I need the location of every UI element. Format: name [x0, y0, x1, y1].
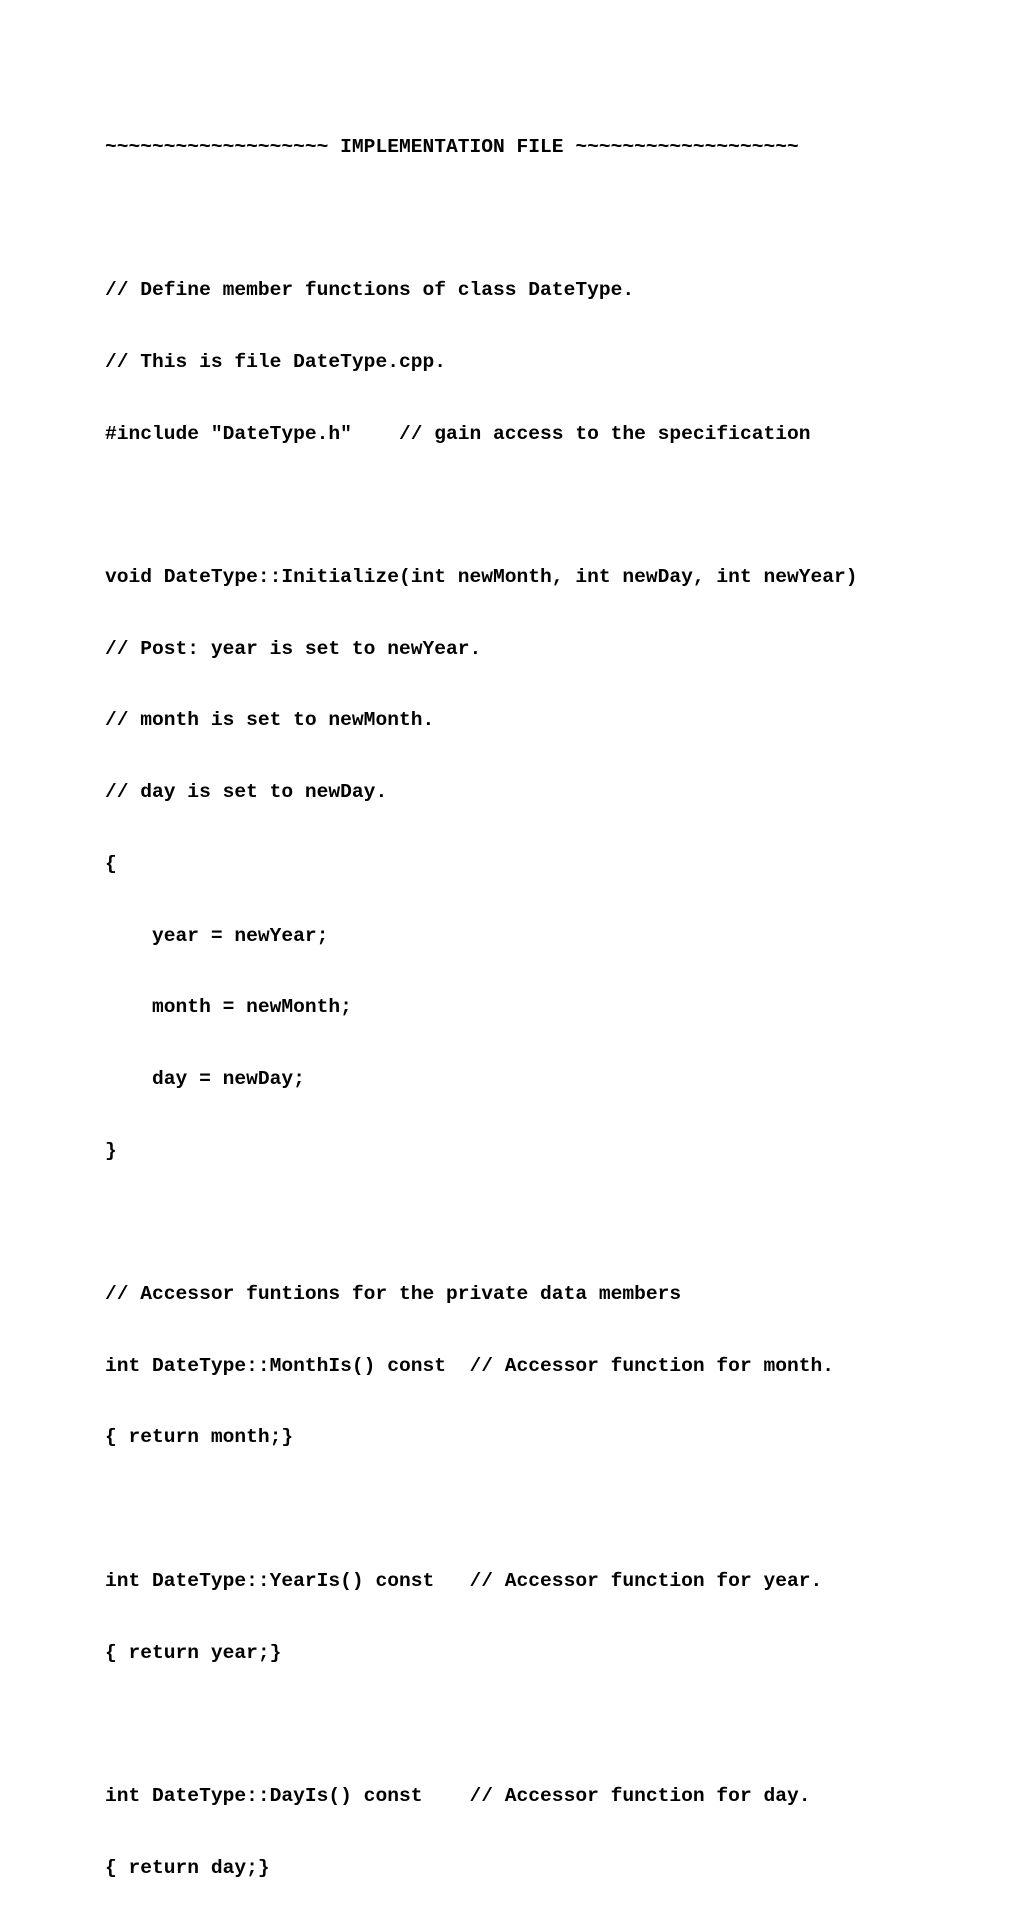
code-line-function-body: { return month;}: [105, 1426, 294, 1449]
code-line-function-signature: int DateType::MonthIs() const // Accessor function for month.: [105, 1354, 835, 1377]
code-line-brace: {: [105, 852, 117, 875]
code-line-blank: [105, 1713, 858, 1737]
code-listing: [105, 88, 858, 1928]
code-line-function-body: { return day;}: [105, 1856, 270, 1879]
code-line-blank: [105, 494, 858, 518]
code-line-function-body: { return year;}: [105, 1641, 282, 1664]
code-line-title: ~~~~~~~~~~~~~~~~~~~ IMPLEMENTATION FILE ~~~~~~~~~~~~~~~~~~~: [105, 135, 799, 158]
code-line-statement: day = newDay;: [105, 1067, 305, 1090]
code-line-brace: }: [105, 1139, 117, 1162]
code-line-statement: month = newMonth;: [105, 996, 352, 1019]
code-line-comment: // Accessor funtions for the private data members: [105, 1283, 682, 1306]
code-line-function-signature: void DateType::Initialize(int newMonth, int newDay, int newYear): [105, 566, 858, 589]
code-line-blank: [105, 1498, 858, 1522]
code-line-comment: // day is set to newDay.: [105, 781, 388, 804]
code-line-function-signature: int DateType::DayIs() const // Accessor function for day.: [105, 1784, 811, 1807]
code-line-comment: // Define member functions of class DateType.: [105, 279, 635, 302]
code-line-statement: year = newYear;: [105, 924, 329, 947]
code-line-function-signature: int DateType::YearIs() const // Accessor function for year.: [105, 1569, 823, 1592]
code-line-include: #include "DateType.h" // gain access to the specification: [105, 422, 811, 445]
code-line-blank: [105, 1211, 858, 1235]
code-line-blank: [105, 208, 858, 232]
code-line-comment: // Post: year is set to newYear.: [105, 637, 482, 660]
code-line-comment: // This is file DateType.cpp.: [105, 350, 446, 373]
code-line-comment: // month is set to newMonth.: [105, 709, 435, 732]
